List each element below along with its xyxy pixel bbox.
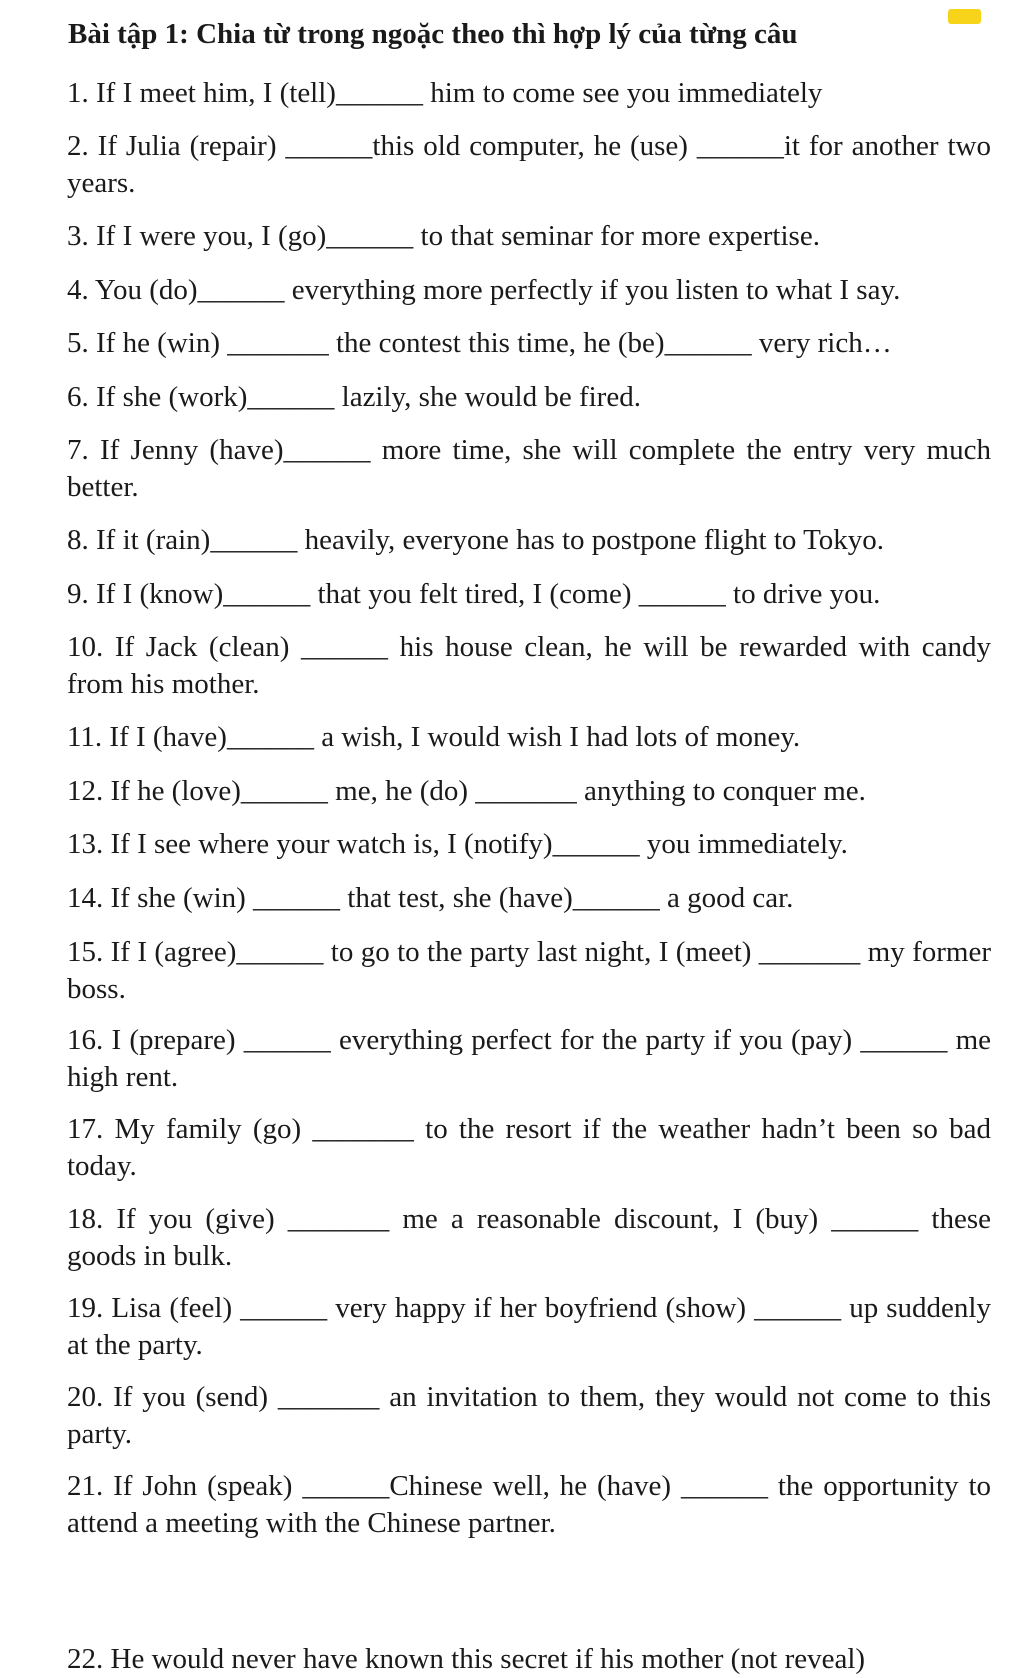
exercise-title: Bài tập 1: Chia từ trong ngoặc theo thì hợp lý của từng câu — [68, 18, 798, 50]
question-22-cutoff: 22. He would never have known this secret if his mother (not reveal) — [67, 1643, 866, 1675]
question-9: 9. If I (know)______ that you felt tired, I (come) ______ to drive you. — [67, 578, 881, 610]
question-19: 19. Lisa (feel) ______ very happy if her boyfriend (show) ______ up suddenly at the party. — [67, 1292, 991, 1361]
question-14: 14. If she (win) ______ that test, she (have)______ a good car. — [67, 882, 794, 914]
question-5: 5. If he (win) _______ the contest this time, he (be)______ very rich… — [67, 327, 892, 359]
question-13: 13. If I see where your watch is, I (notify)______ you immediately. — [67, 828, 848, 860]
question-15: 15. If I (agree)______ to go to the party last night, I (meet) _______ my former boss. — [67, 936, 991, 1005]
highlight-marker — [948, 9, 981, 24]
question-8: 8. If it (rain)______ heavily, everyone has to postpone flight to Tokyo. — [67, 524, 885, 556]
question-6: 6. If she (work)______ lazily, she would be fired. — [67, 381, 641, 413]
question-11: 11. If I (have)______ a wish, I would wish I had lots of money. — [67, 721, 801, 753]
question-3: 3. If I were you, I (go)______ to that seminar for more expertise. — [67, 220, 820, 252]
question-1: 1. If I meet him, I (tell)______ him to come see you immediately — [67, 77, 823, 109]
question-16: 16. I (prepare) ______ everything perfect for the party if you (pay) ______ me high rent. — [67, 1024, 991, 1093]
question-4: 4. You (do)______ everything more perfectly if you listen to what I say. — [67, 274, 901, 306]
question-20: 20. If you (send) _______ an invitation to them, they would not come to this party. — [67, 1381, 991, 1450]
question-21: 21. If John (speak) ______Chinese well, he (have) ______ the opportunity to attend a meeting with the Chinese partner. — [67, 1470, 991, 1539]
question-10: 10. If Jack (clean) ______ his house clean, he will be rewarded with candy from his mother. — [67, 631, 991, 700]
question-12: 12. If he (love)______ me, he (do) _______ anything to conquer me. — [67, 775, 866, 807]
question-17: 17. My family (go) _______ to the resort if the weather hadn’t been so bad today. — [67, 1113, 991, 1182]
question-2: 2. If Julia (repair) ______this old computer, he (use) ______it for another two years. — [67, 130, 991, 199]
question-18: 18. If you (give) _______ me a reasonable discount, I (buy) ______ these goods in bulk. — [67, 1203, 991, 1272]
question-7: 7. If Jenny (have)______ more time, she will complete the entry very much better. — [67, 434, 991, 503]
